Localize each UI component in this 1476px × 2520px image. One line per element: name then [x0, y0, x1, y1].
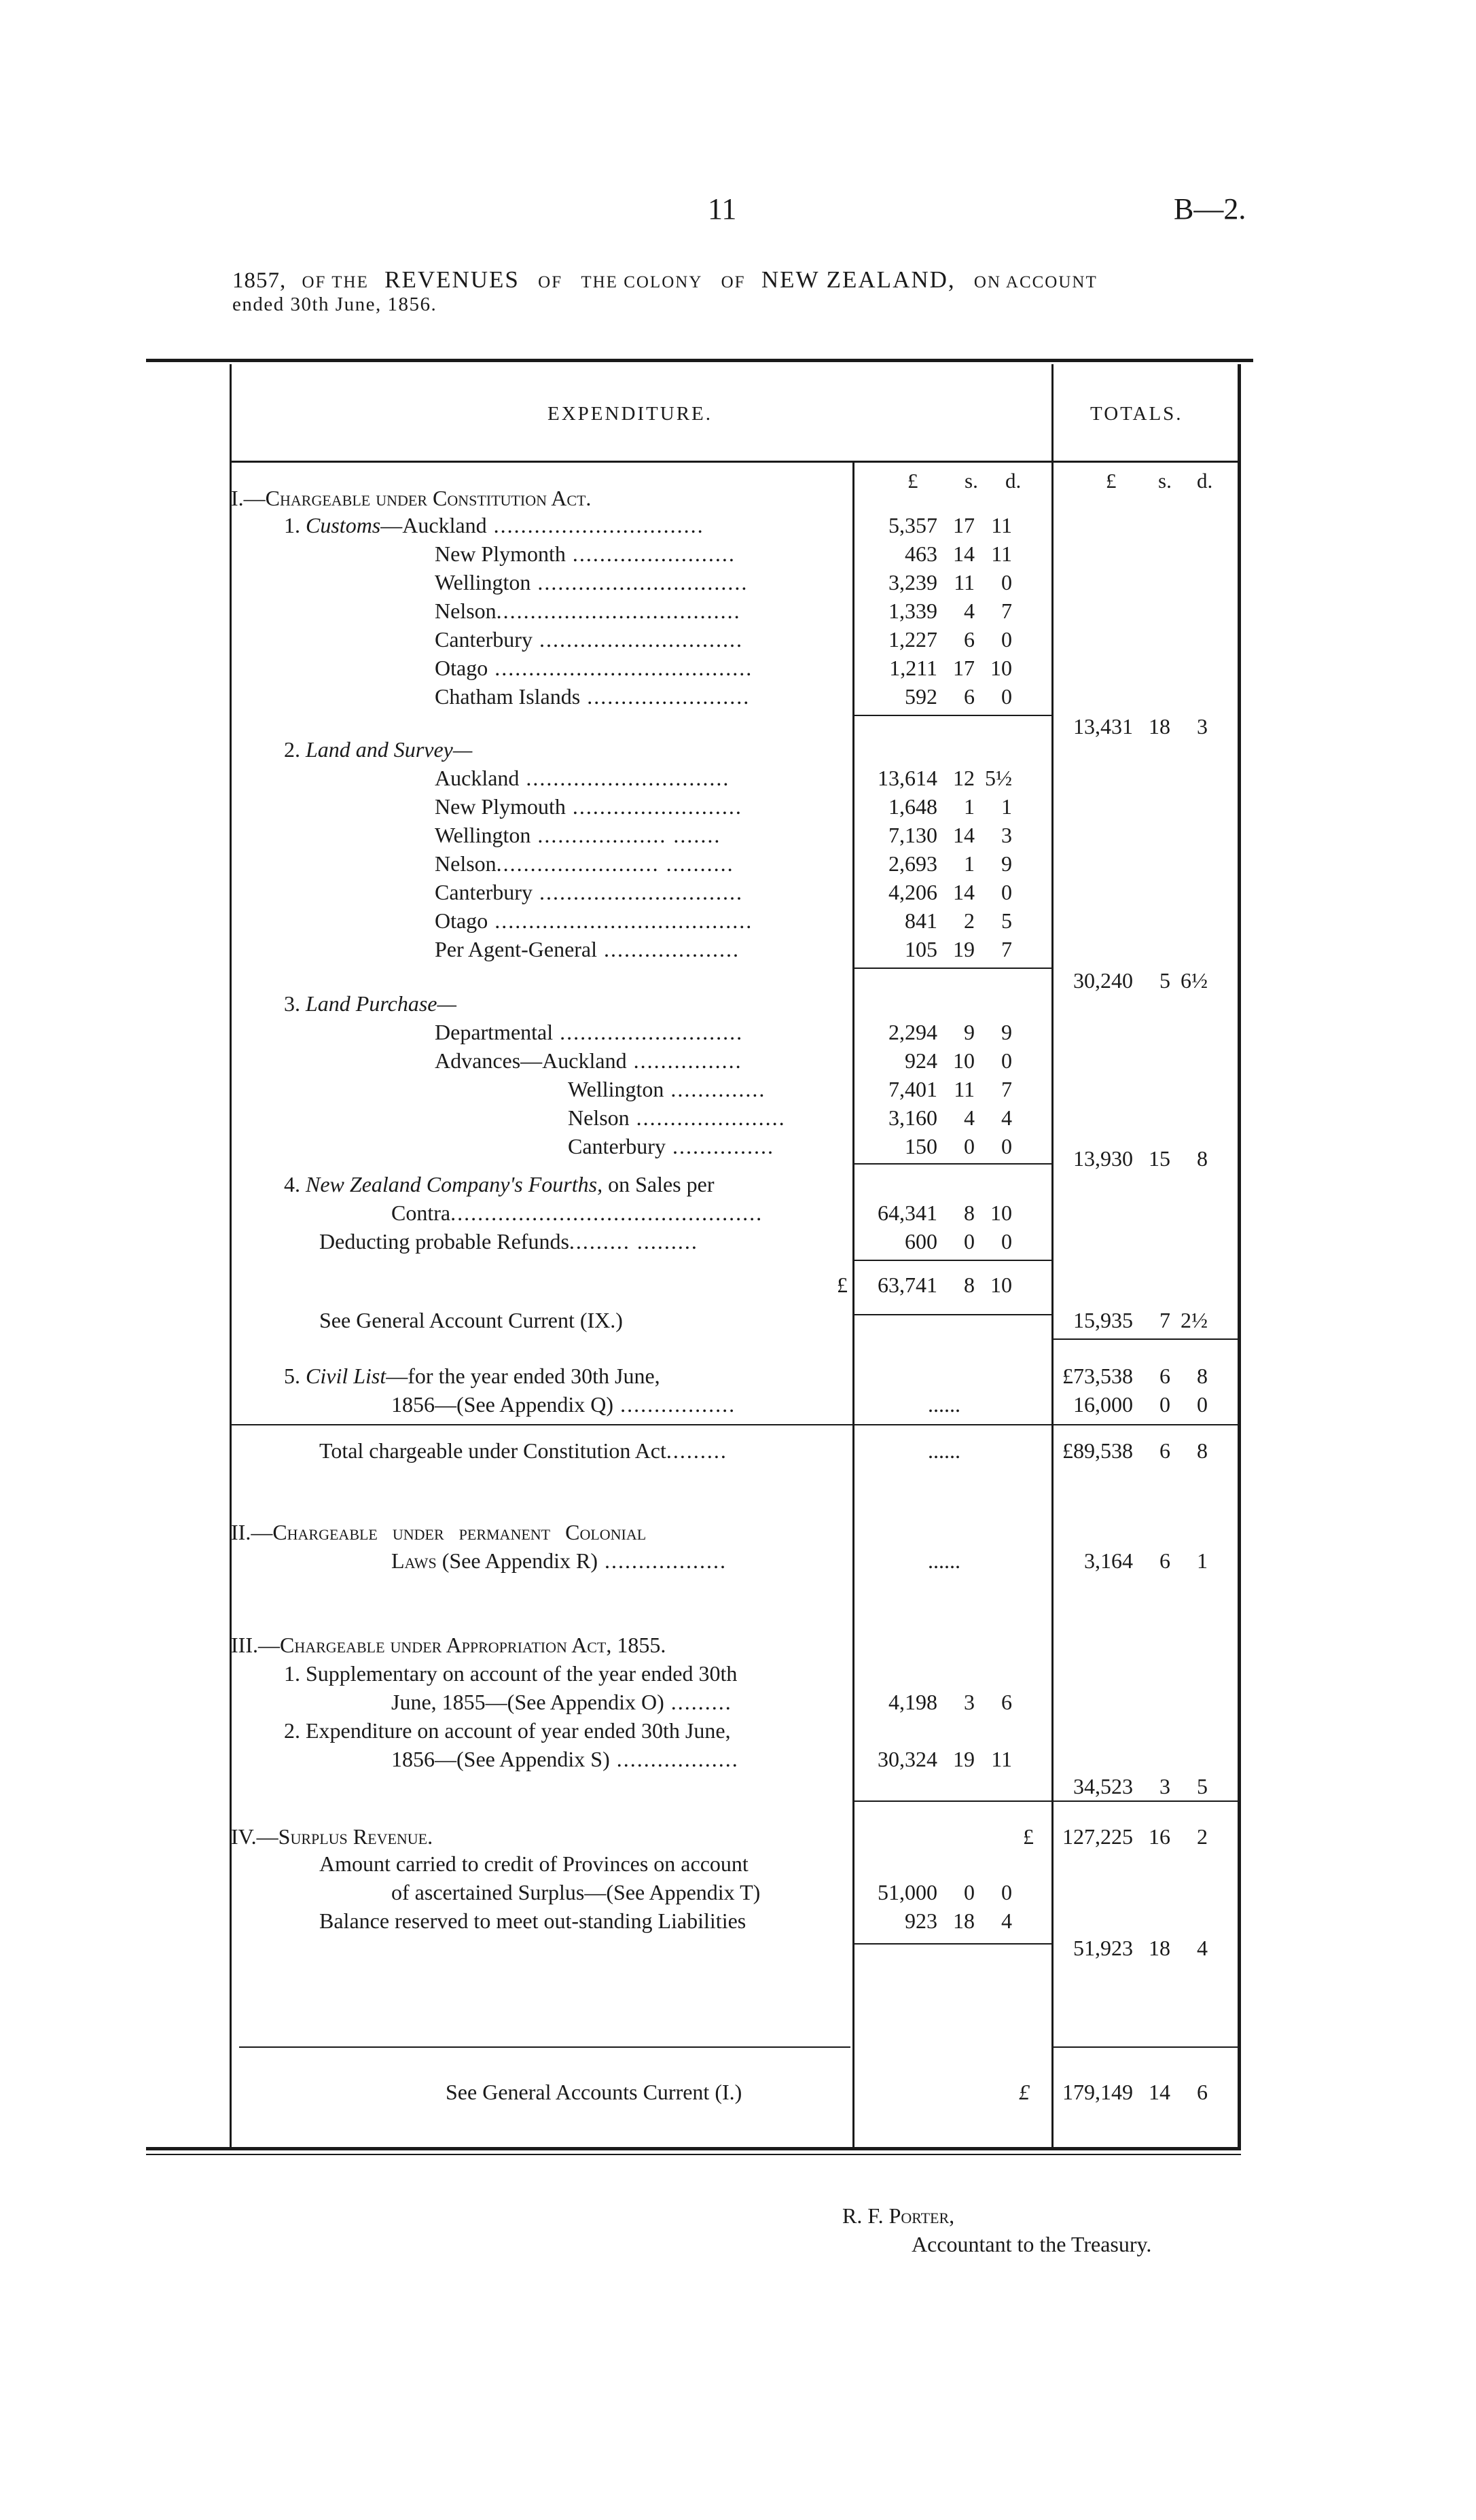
table-left-rule: [230, 364, 232, 2149]
footer-sign: £: [1019, 2080, 1030, 2104]
subtotal-rule: [854, 1314, 1051, 1315]
total-constitution-label: Total chargeable under Constitution Act.........: [319, 1438, 727, 1463]
amount: 5,357 17 11: [888, 513, 1012, 537]
land-purchase-place: Wellington ..............: [568, 1077, 766, 1101]
land-purchase-place: Nelson ......................: [568, 1105, 786, 1130]
land-purchase-label: 3. Land Purchase—: [284, 991, 456, 1016]
civil-list-line-2: 1856—(See Appendix Q) .................: [391, 1392, 736, 1417]
section-2-heading: II.—Chargeable under permanent Colonial: [231, 1520, 647, 1544]
column-header-rule: [230, 461, 1241, 463]
net-pound-sign: £: [837, 1273, 848, 1297]
amount: 1,211 17 10: [889, 656, 1012, 680]
section-rule: [854, 1800, 1238, 1802]
footer-rule-totals: [1053, 2046, 1238, 2048]
totals-left-rule: [1051, 364, 1054, 2149]
land-survey-place: Canterbury ..............................: [435, 880, 743, 904]
customs-place: Otago ......................................: [435, 656, 753, 680]
civil-list-label: 5. Civil List—for the year ended 30th June,: [284, 1364, 660, 1388]
amount: 2,294 9 9: [888, 1020, 1012, 1044]
footer-rule: [239, 2046, 850, 2048]
header-line-2: ended 30th June, 1856.: [232, 294, 437, 315]
section-4-total: 51,923 18 4: [1073, 1936, 1208, 1960]
section-rule: [230, 1424, 1241, 1425]
amount: 600 0 0: [905, 1229, 1012, 1254]
page-number: 11: [708, 192, 737, 226]
amount: 923 18 4: [905, 1909, 1012, 1933]
section-3-item-2: 2. Expenditure on account of year ended 30th June,: [284, 1718, 731, 1743]
amount: 30,324 19 11: [878, 1747, 1012, 1771]
section-1-heading: I.—Chargeable under Constitution Act.: [231, 486, 592, 510]
signature-title: Accountant to the Treasury.: [912, 2232, 1152, 2256]
amount: 105 19 7: [905, 937, 1012, 961]
section-3-total: 34,523 3 5: [1073, 1774, 1208, 1798]
amount: 13,614 12 5½: [878, 766, 1012, 790]
land-survey-place: Auckland ..............................: [435, 766, 730, 790]
section-4-sign: £: [1023, 1824, 1034, 1849]
civil-list-amount: 16,000 0 0: [1073, 1392, 1208, 1417]
nz-company-label: 4. New Zealand Company's Fourths, on Sales per: [284, 1172, 715, 1196]
land-purchase-place: Departmental ...........................: [435, 1020, 744, 1044]
amount: 64,341 8 10: [878, 1201, 1012, 1225]
nz-company-contra: Contra..............................................: [391, 1201, 763, 1225]
header-line-1: 1857, OF THE REVENUES OF THE COLONY OF NEW ZEALAND, ON ACCOUNT: [232, 266, 1098, 293]
land-survey-place: Otago ......................................: [435, 908, 753, 933]
land-purchase-total: 13,930 15 8: [1073, 1146, 1208, 1171]
amount: 63,741 8 10: [878, 1273, 1012, 1297]
section-3-heading: III.—Chargeable under Appropriation Act, 1855.: [231, 1633, 666, 1657]
section-4-line-3: Balance reserved to meet out-standing Liabilities: [319, 1909, 746, 1933]
land-survey-place: Wellington ................... .......: [435, 823, 721, 847]
customs-place: Chatham Islands ........................: [435, 684, 751, 709]
table-top-rule: [146, 359, 1253, 362]
total-constitution-amount: £89,538 6 8: [1062, 1438, 1208, 1463]
table-bottom-rule: [146, 2147, 1241, 2150]
shilling-unit: s.: [965, 469, 978, 493]
section-2-total: 3,164 6 1: [1084, 1548, 1208, 1573]
pence-unit-totals: d.: [1197, 469, 1213, 493]
grand-total: 179,149 14 6: [1062, 2080, 1208, 2104]
civil-list-subtotal: £73,538 6 8: [1062, 1364, 1208, 1388]
amount: 51,000 0 0: [878, 1880, 1012, 1904]
customs-place: Wellington ...............................: [435, 570, 749, 594]
section-3-item-2-line-2: 1856—(See Appendix S) ..................: [391, 1747, 739, 1771]
amount: 592 6 0: [905, 684, 1012, 709]
amount: 7,130 14 3: [888, 823, 1012, 847]
amount: 463 14 11: [905, 542, 1012, 566]
footer-see: See General Accounts Current (I.): [446, 2080, 742, 2104]
pound-unit-totals: £: [1106, 469, 1117, 493]
land-survey-total: 30,240 5 6½: [1073, 968, 1208, 993]
amount: 7,401 11 7: [888, 1077, 1012, 1101]
shilling-unit-totals: s.: [1158, 469, 1172, 493]
amount: 4,206 14 0: [888, 880, 1012, 904]
subtotal-rule: [854, 968, 1051, 969]
amount: 4,198 3 6: [888, 1690, 1012, 1714]
totals-rule: [1053, 1338, 1238, 1340]
signature-name: R. F. Porter,: [842, 2203, 955, 2228]
land-purchase-place: Advances—Auckland ................: [435, 1048, 742, 1073]
amount: 924 10 0: [905, 1048, 1012, 1073]
section-4-line-2: of ascertained Surplus—(See Appendix T): [391, 1880, 761, 1904]
nz-company-see: See General Account Current (IX.): [319, 1308, 623, 1332]
subtotal-rule: [854, 1260, 1051, 1261]
land-survey-place: Per Agent-General ....................: [435, 937, 740, 961]
customs-place: Nelson....................................: [435, 599, 741, 623]
customs-total: 13,431 18 3: [1073, 714, 1208, 739]
subtotal-rule: [854, 715, 1051, 716]
amount: 2,693 1 9: [888, 851, 1012, 876]
expenditure-heading: EXPENDITURE.: [547, 403, 713, 425]
amount: 3,160 4 4: [888, 1105, 1012, 1130]
section-4-running-total: 127,225 16 2: [1062, 1824, 1208, 1849]
nz-company-total: 15,935 7 2½: [1073, 1308, 1208, 1332]
total-constitution-dots: ......: [928, 1438, 960, 1463]
land-survey-label: 2. Land and Survey—: [284, 737, 473, 762]
land-survey-place: Nelson........................ ..........: [435, 851, 734, 876]
customs-label: 1. Customs—Auckland ...............................: [284, 513, 704, 537]
section-4-line-1: Amount carried to credit of Provinces on account: [319, 1851, 749, 1876]
land-purchase-place: Canterbury ...............: [568, 1134, 774, 1158]
pound-unit: £: [907, 469, 918, 493]
section-3-item-1: 1. Supplementary on account of the year ended 30th: [284, 1661, 738, 1686]
amount: 3,239 11 0: [888, 570, 1012, 594]
amount: 1,339 4 7: [888, 599, 1012, 623]
amount: 150 0 0: [905, 1134, 1012, 1158]
section-2-line-2: Laws (See Appendix R) ..................: [391, 1548, 727, 1573]
customs-place: New Plymonth ........................: [435, 542, 736, 566]
section-4-heading: IV.—Surplus Revenue.: [231, 1824, 433, 1849]
totals-heading: TOTALS.: [1090, 403, 1183, 425]
section-3-item-1-line-2: June, 1855—(See Appendix O) .........: [391, 1690, 732, 1714]
table-bottom-rule-thin: [146, 2154, 1241, 2155]
document-reference: B—2.: [1174, 192, 1246, 226]
table-right-rule: [1238, 364, 1241, 2149]
amount: 1,227 6 0: [888, 627, 1012, 652]
civil-list-dots: ......: [928, 1392, 960, 1417]
amount: 1,648 1 1: [888, 794, 1012, 819]
section-2-dots: ......: [928, 1548, 960, 1573]
amount: 841 2 5: [905, 908, 1012, 933]
nz-company-refunds: Deducting probable Refunds......... .........: [319, 1229, 698, 1254]
land-survey-place: New Plymouth .........................: [435, 794, 742, 819]
subtotal-rule: [854, 1163, 1051, 1165]
subtotal-rule: [854, 1943, 1051, 1945]
pence-unit: d.: [1005, 469, 1022, 493]
customs-place: Canterbury ..............................: [435, 627, 743, 652]
